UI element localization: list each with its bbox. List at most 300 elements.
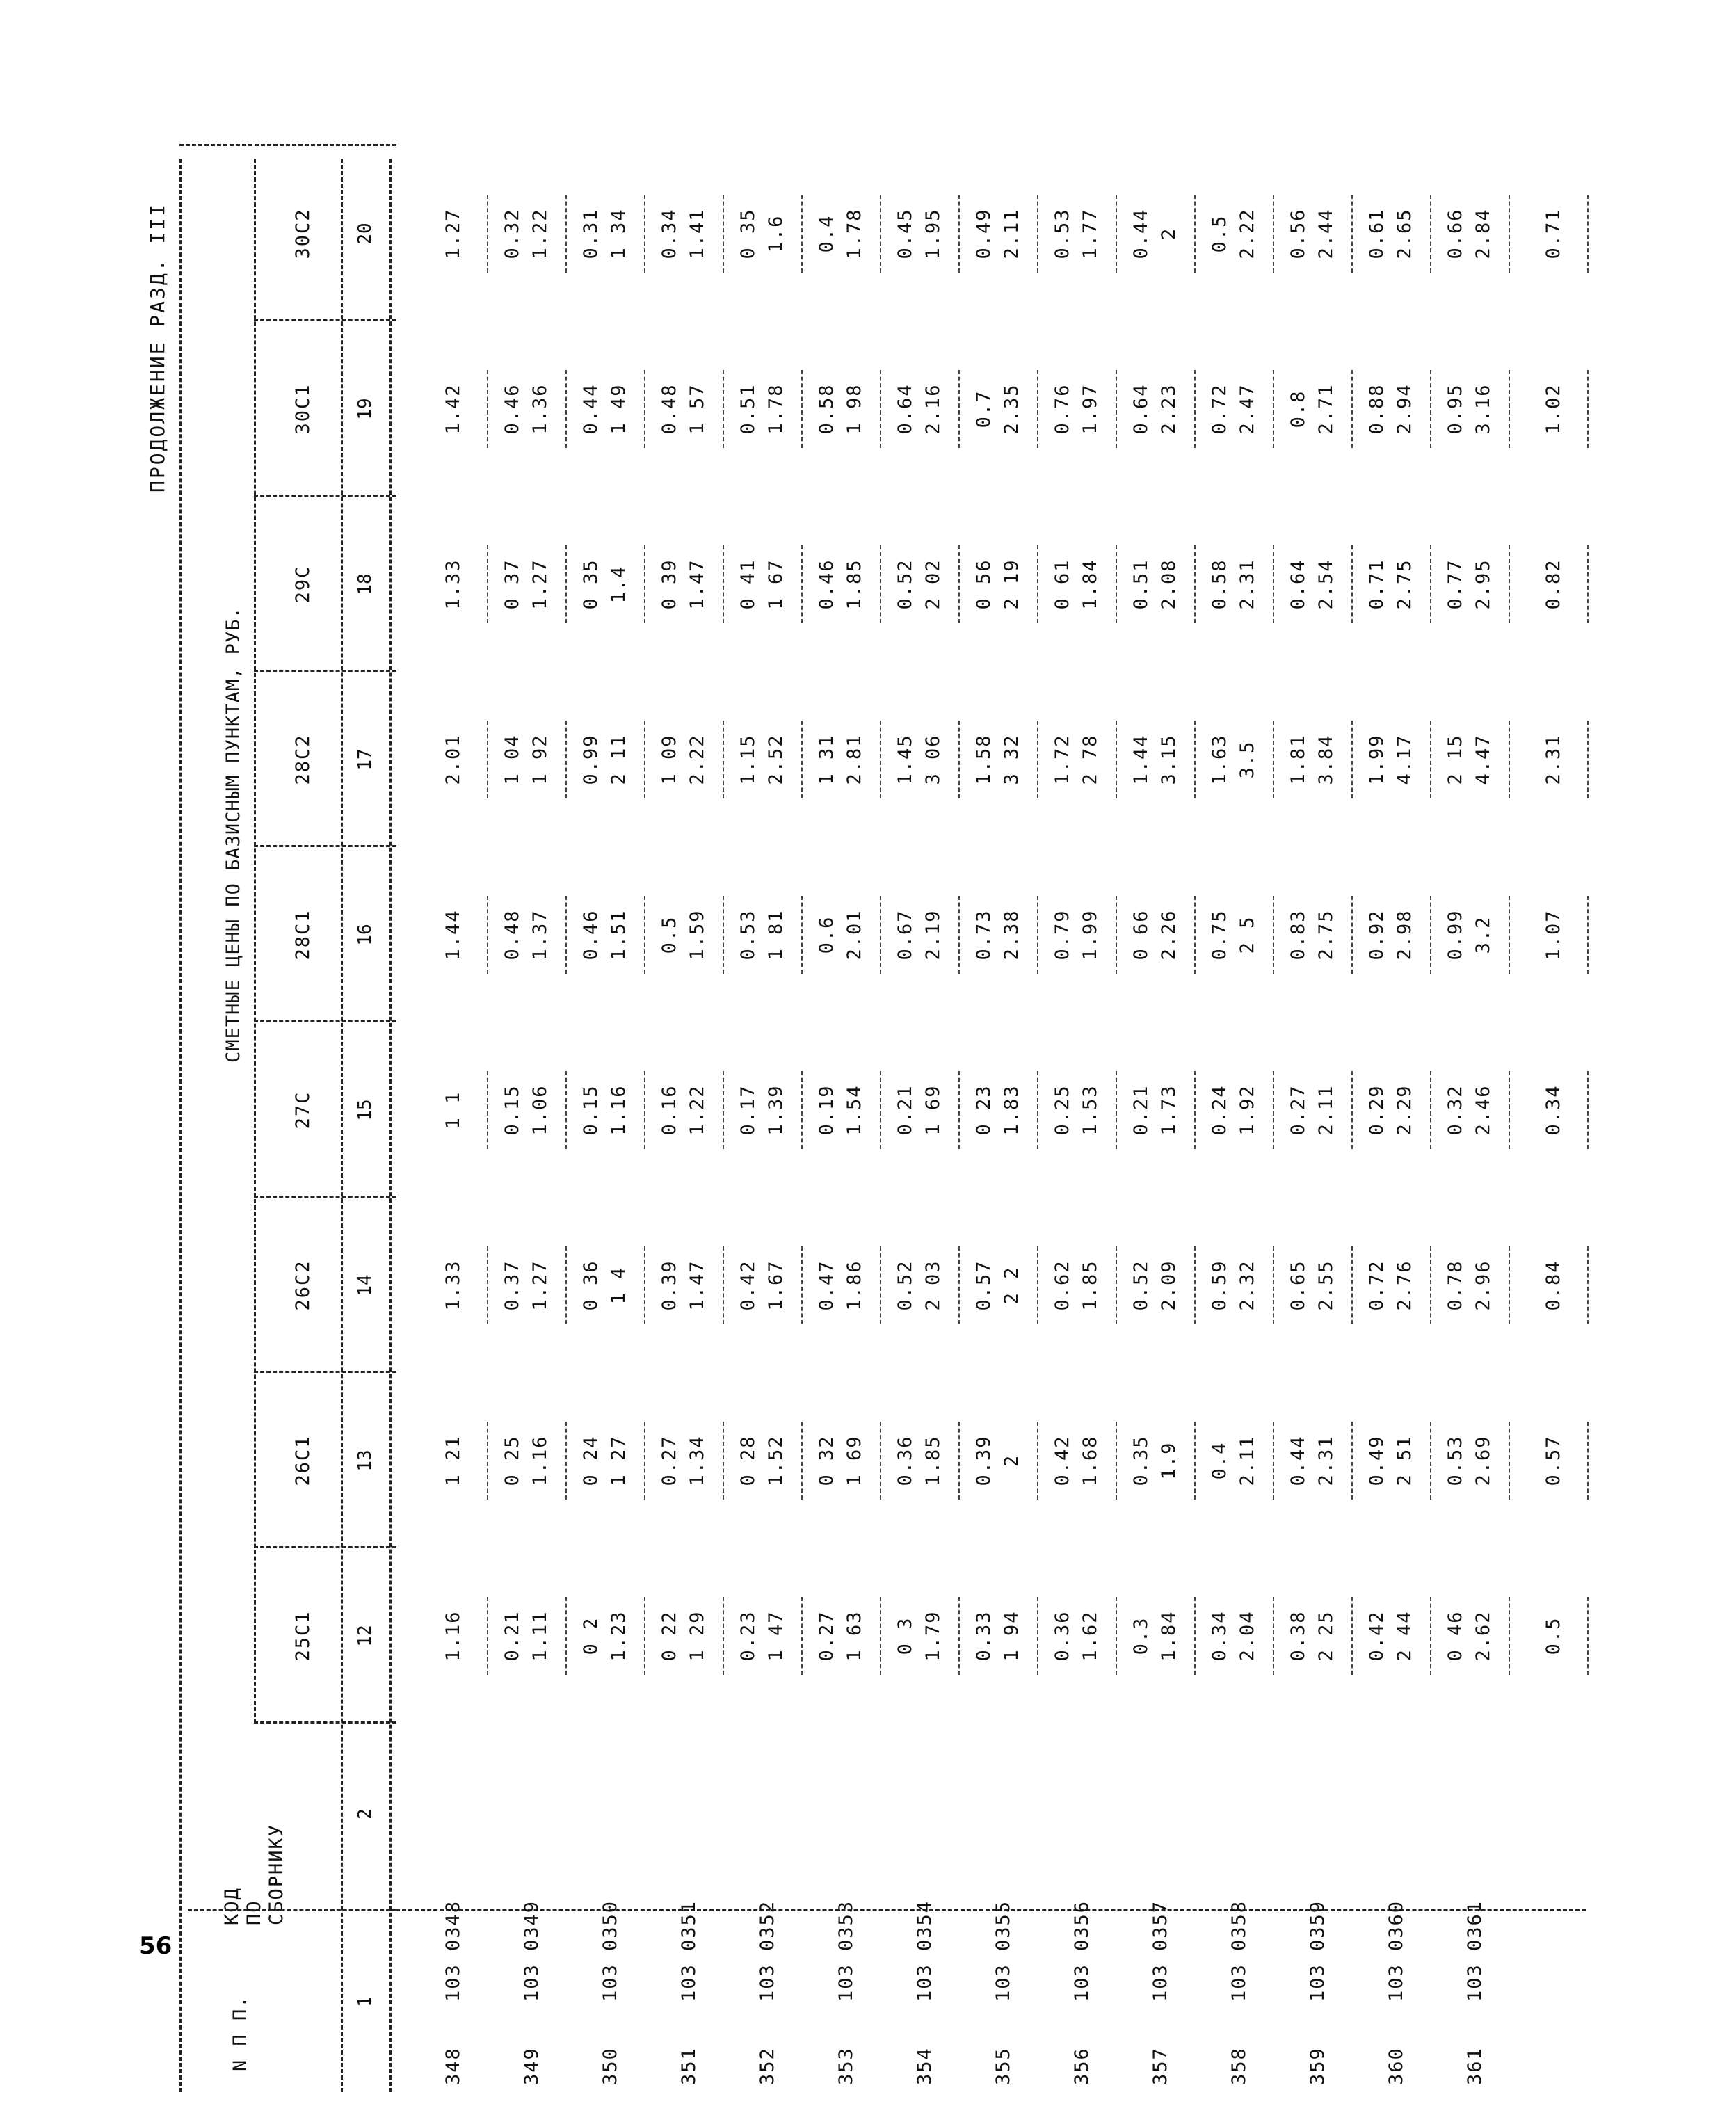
price-top: 0.31 (580, 208, 602, 259)
fraction-rule (1037, 370, 1038, 448)
price-bottom: 3.2 (1472, 915, 1494, 954)
row-number: 351 (678, 2047, 700, 2085)
price-top: 1.63 (1209, 734, 1230, 785)
column-number: 13 (355, 1449, 376, 1472)
price-bottom: 1 98 (844, 383, 865, 435)
row-code: 103 0353 (835, 1899, 857, 2002)
fraction-rule (644, 370, 645, 448)
price-bottom: 1 94 (1001, 1610, 1022, 1662)
price-bottom: 1 69 (922, 1084, 944, 1136)
continuation-label: ПРОДОЛЖЕНИЕ РАЗД. III (146, 202, 169, 492)
column-header-number: N П П. (230, 1995, 251, 2071)
column-number: 19 (355, 398, 376, 420)
fraction-rule (487, 370, 488, 448)
price-top: 0.79 (1052, 909, 1073, 961)
price-bottom: 2.31 (1315, 1435, 1337, 1486)
fraction-rule (1116, 1422, 1117, 1500)
price-bottom: 1.99 (1079, 909, 1101, 961)
price-top: 2 15 (1445, 734, 1466, 785)
price-bottom: 3 32 (1001, 734, 1022, 785)
price-bottom: 2.31 (1237, 559, 1258, 610)
fraction-rule (801, 1597, 803, 1675)
price-top: 1.44 (1130, 734, 1152, 785)
fraction-rule (565, 370, 567, 448)
price-bottom: 2.23 (1158, 383, 1180, 435)
fraction-rule (1587, 1071, 1589, 1149)
price-top: 0.95 (1445, 383, 1466, 435)
price-top: 0.65 (1287, 1260, 1309, 1311)
price-bottom: 1.9 (1158, 1441, 1180, 1480)
price-top: 0.19 (816, 1084, 837, 1136)
price-top: 0.99 (580, 734, 602, 785)
price-top: 0.47 (816, 1260, 837, 1311)
price-bottom: 2.44 (1315, 208, 1337, 259)
fraction-rule (1351, 195, 1353, 273)
fraction-rule (1273, 370, 1274, 448)
price-top: 0.45 (894, 208, 916, 259)
fraction-rule (1430, 195, 1431, 273)
price-top: 1.44 (442, 909, 464, 961)
price-top: 0.35 (1130, 1435, 1152, 1486)
price-top: 0.46 (816, 559, 837, 610)
fraction-rule (565, 721, 567, 798)
column-header-code-line1: КОД (221, 1887, 243, 1925)
price-bottom: 1.27 (529, 1260, 551, 1311)
fraction-rule (1430, 896, 1431, 974)
price-top: 0 66 (1130, 909, 1152, 961)
price-bottom: 2 78 (1079, 734, 1101, 785)
price-top: 0.42 (1366, 1610, 1388, 1662)
price-bottom: 1.11 (529, 1610, 551, 1662)
column-number: 2 (355, 1808, 376, 1819)
fraction-rule (1194, 545, 1196, 623)
fraction-rule (1351, 1422, 1353, 1500)
price-top: 0.66 (1445, 208, 1466, 259)
fraction-rule (1037, 1422, 1038, 1500)
row-code: 103 0358 (1228, 1899, 1250, 2002)
price-top: 0.7 (973, 389, 995, 428)
price-top: 0.52 (894, 559, 916, 610)
price-bottom: 1 4 (608, 1266, 629, 1305)
price-top: 0.42 (737, 1260, 759, 1311)
fraction-rule (565, 1422, 567, 1500)
fraction-rule (801, 195, 803, 273)
fraction-rule (958, 1071, 960, 1149)
price-top: 0 46 (1445, 1610, 1466, 1662)
subcolumn-header: 30С1 (292, 383, 314, 435)
fraction-rule (958, 1597, 960, 1675)
fraction-rule (723, 545, 724, 623)
price-top: 0.32 (1445, 1084, 1466, 1136)
price-top: 0 56 (973, 559, 995, 610)
column-header-code-line2: ПО (243, 1899, 265, 1925)
price-top: 0 41 (737, 559, 759, 610)
price-bottom: 1.22 (686, 1084, 708, 1136)
price-top: 0.29 (1366, 1084, 1388, 1136)
price-top: 0.51 (1130, 559, 1152, 610)
price-bottom: 2.65 (1394, 208, 1415, 259)
price-bottom: 2.29 (1394, 1084, 1415, 1136)
fraction-rule (880, 1071, 881, 1149)
fraction-rule (1194, 195, 1196, 273)
price-bottom: 1.62 (1079, 1610, 1101, 1662)
price-top: 0 35 (580, 559, 602, 610)
fraction-rule (880, 1597, 881, 1675)
fraction-rule (723, 1422, 724, 1500)
price-top: 0.88 (1366, 383, 1388, 435)
row-code: 103 0360 (1385, 1899, 1407, 2002)
fraction-rule (565, 545, 567, 623)
price-bottom: 1.86 (844, 1260, 865, 1311)
column-number: 1 (355, 1996, 376, 2007)
fraction-rule (1116, 1071, 1117, 1149)
price-bottom: 1.41 (686, 208, 708, 259)
fraction-rule (1037, 195, 1038, 273)
fraction-rule (487, 896, 488, 974)
price-top: 1.81 (1287, 734, 1309, 785)
fraction-rule (1194, 721, 1196, 798)
fraction-rule (1351, 896, 1353, 974)
price-bottom: 2 19 (1001, 559, 1022, 610)
price-top: 0.83 (1287, 909, 1309, 961)
price-top: 0.61 (1366, 208, 1388, 259)
price-top: 0 25 (501, 1435, 523, 1486)
price-bottom: 1.06 (529, 1084, 551, 1136)
price-bottom: 1.95 (922, 208, 944, 259)
price-top: 1.15 (737, 734, 759, 785)
price-top: 0.73 (973, 909, 995, 961)
price-bottom: 1.97 (1079, 383, 1101, 435)
fraction-rule (1037, 1071, 1038, 1149)
price-top: 0 37 (501, 559, 523, 610)
price-top: 0.5 (1543, 1616, 1564, 1655)
price-top: 1.58 (973, 734, 995, 785)
price-bottom: 2 03 (922, 1260, 944, 1311)
row-code: 103 0356 (1071, 1899, 1093, 2002)
rotated-table-page (0, 139, 1669, 2113)
subcolumn-header: 29С (292, 565, 314, 604)
fraction-rule (644, 1597, 645, 1675)
fraction-rule (565, 1597, 567, 1675)
fraction-rule (487, 1071, 488, 1149)
price-top: 0.36 (1052, 1610, 1073, 1662)
column-number: 12 (355, 1625, 376, 1647)
price-bottom: 1.67 (765, 1260, 787, 1311)
subcolumn-header: 28С1 (292, 909, 314, 961)
fraction-rule (801, 721, 803, 798)
price-bottom: 1.79 (922, 1610, 944, 1662)
price-top: 0.25 (1052, 1084, 1073, 1136)
price-bottom: 2.32 (1237, 1260, 1258, 1311)
price-bottom: 1 57 (686, 383, 708, 435)
price-top: 0.34 (1543, 1084, 1564, 1136)
fraction-rule (1194, 896, 1196, 974)
fraction-rule (1587, 1422, 1589, 1500)
price-bottom: 3.84 (1315, 734, 1337, 785)
fraction-rule (644, 195, 645, 273)
fraction-rule (723, 721, 724, 798)
fraction-rule (723, 370, 724, 448)
price-bottom: 1.6 (765, 214, 787, 253)
fraction-rule (801, 1422, 803, 1500)
fraction-rule (1430, 721, 1431, 798)
fraction-rule (723, 1597, 724, 1675)
fraction-rule (1037, 545, 1038, 623)
fraction-rule (1587, 195, 1589, 273)
fraction-rule (644, 721, 645, 798)
row-number: 348 (442, 2047, 464, 2085)
price-top: 0.49 (973, 208, 995, 259)
fraction-rule (1116, 1597, 1117, 1675)
price-bottom: 2.11 (1237, 1435, 1258, 1486)
price-top: 0.16 (659, 1084, 680, 1136)
fraction-rule (1351, 1597, 1353, 1675)
row-number: 361 (1464, 2047, 1486, 2085)
fraction-rule (1116, 1246, 1117, 1324)
price-top: 0.62 (1052, 1260, 1073, 1311)
price-top: 0.92 (1366, 909, 1388, 961)
price-top: 0 39 (659, 559, 680, 610)
price-top: 1 04 (501, 734, 523, 785)
price-bottom: 2.96 (1472, 1260, 1494, 1311)
fraction-rule (1194, 1246, 1196, 1324)
price-bottom: 2.62 (1472, 1610, 1494, 1662)
price-top: 0.36 (894, 1435, 916, 1486)
fraction-rule (487, 1422, 488, 1500)
price-top: 0 2 (580, 1616, 602, 1655)
column-number: 14 (355, 1274, 376, 1296)
price-bottom: 2 44 (1394, 1610, 1415, 1662)
price-top: 0.3 (1130, 1616, 1152, 1655)
price-top: 0.8 (1287, 389, 1309, 428)
price-top: 2.01 (442, 734, 464, 785)
price-bottom: 1.85 (1079, 1260, 1101, 1311)
price-bottom: 2.11 (1315, 1084, 1337, 1136)
fraction-rule (880, 1246, 881, 1324)
price-bottom: 2 (1001, 1454, 1022, 1468)
price-top: 1.27 (442, 208, 464, 259)
price-bottom: 4.17 (1394, 734, 1415, 785)
fraction-rule (1351, 545, 1353, 623)
fraction-rule (1116, 545, 1117, 623)
row-number: 355 (992, 2047, 1014, 2085)
price-bottom: 1 49 (608, 383, 629, 435)
fraction-rule (487, 721, 488, 798)
fraction-rule (487, 1246, 488, 1324)
price-top: 1.33 (442, 1260, 464, 1311)
price-top: 0.27 (1287, 1084, 1309, 1136)
price-top: 0.78 (1445, 1260, 1466, 1311)
fraction-rule (958, 896, 960, 974)
price-bottom: 2.09 (1158, 1260, 1180, 1311)
subcolumn-header: 25С1 (292, 1610, 314, 1662)
fraction-rule (801, 370, 803, 448)
price-top: 0.64 (894, 383, 916, 435)
fraction-rule (1509, 721, 1510, 798)
price-bottom: 1 67 (765, 559, 787, 610)
fraction-rule (1509, 896, 1510, 974)
fraction-rule (1587, 1246, 1589, 1324)
price-top: 0.77 (1445, 559, 1466, 610)
price-bottom: 1.85 (922, 1435, 944, 1486)
price-bottom: 2 2 (1001, 1266, 1022, 1305)
price-top: 0.49 (1366, 1435, 1388, 1486)
row-code: 103 0354 (914, 1899, 935, 2002)
price-bottom: 2.19 (922, 909, 944, 961)
price-top: 1.16 (442, 1610, 464, 1662)
fraction-rule (1273, 545, 1274, 623)
fraction-rule (1351, 1071, 1353, 1149)
price-top: 0.46 (580, 909, 602, 961)
price-top: 0.72 (1366, 1260, 1388, 1311)
price-top: 0.5 (659, 915, 680, 954)
price-bottom: 2.98 (1394, 909, 1415, 961)
price-bottom: 2.75 (1315, 909, 1337, 961)
price-bottom: 1.47 (686, 1260, 708, 1311)
row-number: 359 (1307, 2047, 1328, 2085)
subcolumn-header: 30С2 (292, 208, 314, 259)
fraction-rule (1273, 721, 1274, 798)
main-header: СМЕТНЫЕ ЦЕНЫ ПО БАЗИСНЫМ ПУНКТАМ, РУБ. (223, 606, 244, 1063)
row-number: 357 (1150, 2047, 1171, 2085)
price-bottom: 1.73 (1158, 1084, 1180, 1136)
price-top: 0 35 (737, 208, 759, 259)
price-bottom: 3 06 (922, 734, 944, 785)
price-top: 0 32 (816, 1435, 837, 1486)
price-bottom: 2.55 (1315, 1260, 1337, 1311)
price-top: 0.17 (737, 1084, 759, 1136)
price-top: 0.71 (1366, 559, 1388, 610)
price-bottom: 1.52 (765, 1435, 787, 1486)
price-top: 1 1 (442, 1091, 464, 1130)
price-bottom: 1.68 (1079, 1435, 1101, 1486)
fraction-rule (723, 195, 724, 273)
price-top: 0.64 (1130, 383, 1152, 435)
price-bottom: 1.54 (844, 1084, 865, 1136)
fraction-rule (723, 1071, 724, 1149)
price-top: 0.75 (1209, 909, 1230, 961)
price-top: 0.52 (1130, 1260, 1152, 1311)
column-number: 18 (355, 573, 376, 595)
price-bottom: 2.22 (686, 734, 708, 785)
price-bottom: 1.84 (1158, 1610, 1180, 1662)
price-bottom: 3.16 (1472, 383, 1494, 435)
row-code: 103 0357 (1150, 1899, 1171, 2002)
fraction-rule (801, 896, 803, 974)
price-bottom: 2.95 (1472, 559, 1494, 610)
fraction-rule (1273, 1422, 1274, 1500)
price-bottom: 1 27 (608, 1435, 629, 1486)
fraction-rule (1430, 545, 1431, 623)
price-top: 0.34 (659, 208, 680, 259)
price-top: 0.64 (1287, 559, 1309, 610)
price-bottom: 1 47 (765, 1610, 787, 1662)
price-top: 0.51 (737, 383, 759, 435)
subcolumn-header: 27С (292, 1091, 314, 1130)
price-bottom: 2.52 (765, 734, 787, 785)
price-bottom: 2 51 (1394, 1435, 1415, 1486)
row-code: 103 0348 (442, 1899, 464, 2002)
price-bottom: 1.78 (765, 383, 787, 435)
subcolumn-header: 26С2 (292, 1260, 314, 1311)
row-number: 352 (757, 2047, 778, 2085)
price-top: 0.67 (894, 909, 916, 961)
price-top: 0.5 (1209, 214, 1230, 253)
fraction-rule (801, 1071, 803, 1149)
fraction-rule (487, 545, 488, 623)
fraction-rule (1037, 721, 1038, 798)
price-bottom: 1.34 (686, 1435, 708, 1486)
price-top: 0 61 (1052, 559, 1073, 610)
price-top: 1 31 (816, 734, 837, 785)
fraction-rule (1430, 1071, 1431, 1149)
fraction-rule (487, 1597, 488, 1675)
fraction-rule (1116, 370, 1117, 448)
price-bottom: 1.16 (529, 1435, 551, 1486)
fraction-rule (565, 1246, 567, 1324)
fraction-rule (565, 1071, 567, 1149)
row-number: 358 (1228, 2047, 1250, 2085)
price-top: 0.4 (816, 214, 837, 253)
price-top: 0.59 (1209, 1260, 1230, 1311)
row-number: 360 (1385, 2047, 1407, 2085)
price-bottom: 2.08 (1158, 559, 1180, 610)
price-bottom: 1.36 (529, 383, 551, 435)
fraction-rule (1194, 370, 1196, 448)
price-top: 0.15 (580, 1084, 602, 1136)
price-top: 0.76 (1052, 383, 1073, 435)
fraction-rule (1509, 1071, 1510, 1149)
fraction-rule (1351, 370, 1353, 448)
price-bottom: 2 25 (1315, 1610, 1337, 1662)
fraction-rule (880, 370, 881, 448)
price-top: 0.27 (816, 1610, 837, 1662)
fraction-rule (1587, 370, 1589, 448)
price-top: 0.34 (1209, 1610, 1230, 1662)
price-top: 0.39 (973, 1435, 995, 1486)
price-bottom: 1.77 (1079, 208, 1101, 259)
subcolumn-header: 28С2 (292, 734, 314, 785)
table-top-rule (179, 159, 182, 2092)
price-top: 0.57 (1543, 1435, 1564, 1486)
price-top: 0.82 (1543, 559, 1564, 610)
fraction-rule (723, 896, 724, 974)
price-bottom: 1.47 (686, 559, 708, 610)
fraction-rule (1037, 1597, 1038, 1675)
price-top: 0.24 (1209, 1084, 1230, 1136)
price-top: 0.71 (1543, 208, 1564, 259)
fraction-rule (801, 545, 803, 623)
price-top: 0.48 (659, 383, 680, 435)
fraction-rule (1509, 370, 1510, 448)
price-bottom: 1 92 (529, 734, 551, 785)
price-top: 0.53 (1052, 208, 1073, 259)
price-top: 0.84 (1543, 1260, 1564, 1311)
price-top: 1.33 (442, 559, 464, 610)
fraction-rule (958, 545, 960, 623)
fraction-rule (1194, 1597, 1196, 1675)
price-top: 0 23 (973, 1084, 995, 1136)
fraction-rule (1194, 1422, 1196, 1500)
price-bottom: 2.22 (1237, 208, 1258, 259)
column-names-rule (341, 159, 343, 2092)
fraction-rule (1587, 1597, 1589, 1675)
price-top: 1.02 (1543, 383, 1564, 435)
fraction-rule (565, 896, 567, 974)
price-bottom: 3.15 (1158, 734, 1180, 785)
price-bottom: 1.39 (765, 1084, 787, 1136)
price-bottom: 2 11 (608, 734, 629, 785)
